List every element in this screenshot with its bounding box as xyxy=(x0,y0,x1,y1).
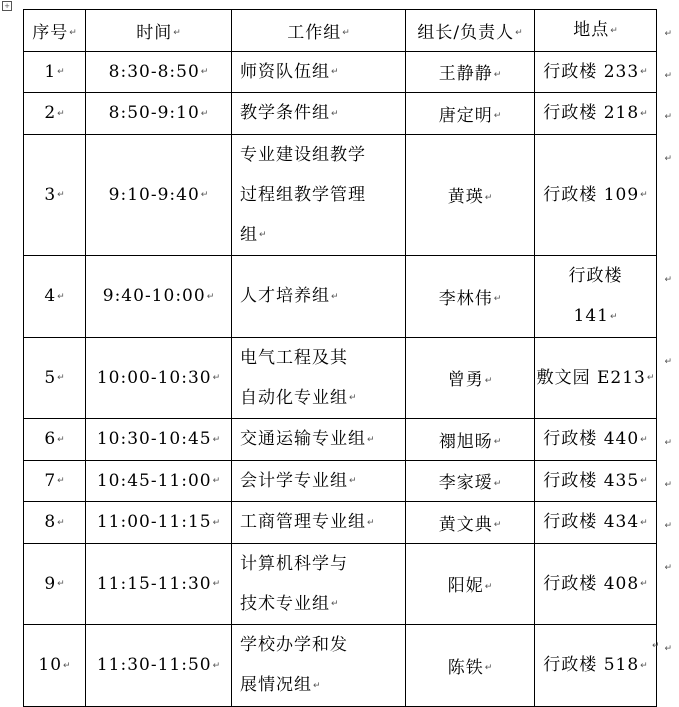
cell-group: 交通运输专业组↵ xyxy=(232,419,406,461)
table-row xyxy=(24,51,657,93)
cell-no: 6↵ xyxy=(24,419,86,461)
cell-no: 4↵ xyxy=(24,256,86,338)
cell-location: 行政楼 435↵ ↵ xyxy=(535,460,657,502)
end-of-document-mark: ↵ xyxy=(652,641,660,651)
header-time: 时间↵ xyxy=(86,10,232,52)
cell-location: 行政楼 518↵ ↵ xyxy=(535,625,657,707)
cell-time: 10:30-10:45↵ xyxy=(86,419,232,461)
cell-leader: 唐定明↵ xyxy=(406,93,535,135)
table-row xyxy=(24,256,657,338)
cell-time: 11:30-11:50↵ xyxy=(86,625,232,707)
cell-location: 行政楼 109↵ ↵ xyxy=(535,134,657,256)
cell-time: 9:40-10:00↵ xyxy=(86,256,232,338)
cell-location: 行政楼 141↵ ↵ xyxy=(535,256,657,338)
header-no: 序号↵ xyxy=(24,10,86,52)
cell-group: 教学条件组↵ xyxy=(232,93,406,135)
cell-time: 9:10-9:40↵ xyxy=(86,134,232,256)
cell-group: 会计学专业组↵ xyxy=(232,460,406,502)
cell-time: 10:00-10:30↵ xyxy=(86,337,232,419)
cell-leader: 李林伟↵ xyxy=(406,256,535,338)
cell-location: 行政楼 218↵ ↵ xyxy=(535,93,657,135)
cell-group: 计算机科学与 技术专业组↵ xyxy=(232,543,406,625)
cell-group: 电气工程及其 自动化专业组↵ xyxy=(232,337,406,419)
table-row xyxy=(24,502,657,544)
header-leader: 组长/负责人↵ xyxy=(406,10,535,52)
cell-group: 专业建设组教学 过程组教学管理 组↵ xyxy=(232,134,406,256)
cell-group: 师资队伍组↵ xyxy=(232,51,406,93)
cell-leader: 王静静↵ xyxy=(406,51,535,93)
cell-no: 7↵ xyxy=(24,460,86,502)
cell-leader: 黄瑛↵ xyxy=(406,134,535,256)
cell-no: 2↵ xyxy=(24,93,86,135)
table-header-row xyxy=(24,10,657,52)
cell-no: 3↵ xyxy=(24,134,86,256)
table-row xyxy=(24,93,657,135)
cell-leader: 阳妮↵ xyxy=(406,543,535,625)
table-row xyxy=(24,337,657,419)
cell-time: 8:50-9:10↵ xyxy=(86,93,232,135)
cell-leader: 黄文典↵ xyxy=(406,502,535,544)
cell-time: 11:00-11:15↵ xyxy=(86,502,232,544)
table-row xyxy=(24,543,657,625)
cell-leader: 李家瑷↵ xyxy=(406,460,535,502)
table-row xyxy=(24,134,657,256)
cell-time: 8:30-8:50↵ xyxy=(86,51,232,93)
table-row xyxy=(24,625,657,707)
cell-no: 5↵ xyxy=(24,337,86,419)
cell-group: 工商管理专业组↵ xyxy=(232,502,406,544)
table-anchor-icon[interactable]: + xyxy=(2,1,12,11)
cell-time: 10:45-11:00↵ xyxy=(86,460,232,502)
table-row xyxy=(24,460,657,502)
cell-time: 11:15-11:30↵ xyxy=(86,543,232,625)
cell-leader: 禤旭旸↵ xyxy=(406,419,535,461)
cell-location: 行政楼 434↵ ↵ xyxy=(535,502,657,544)
cell-location: 行政楼 233↵ ↵ xyxy=(535,51,657,93)
schedule-table xyxy=(23,9,673,707)
cell-location: 行政楼 408↵ ↵ xyxy=(535,543,657,625)
table-row xyxy=(24,419,657,461)
cell-location: 行政楼 440↵ ↵ xyxy=(535,419,657,461)
cell-no: 9↵ xyxy=(24,543,86,625)
cell-leader: 曾勇↵ xyxy=(406,337,535,419)
header-group: 工作组↵ xyxy=(232,10,406,52)
cell-location: 敷文园 E213↵ ↵ xyxy=(535,337,657,419)
cell-leader: 陈铁↵ xyxy=(406,625,535,707)
cell-no: 10↵ xyxy=(24,625,86,707)
cell-group: 人才培养组↵ xyxy=(232,256,406,338)
cell-no: 8↵ xyxy=(24,502,86,544)
header-location: 地点↵ ↵ xyxy=(535,10,657,52)
cell-no: 1↵ xyxy=(24,51,86,93)
cell-group: 学校办学和发 展情况组↵ xyxy=(232,625,406,707)
